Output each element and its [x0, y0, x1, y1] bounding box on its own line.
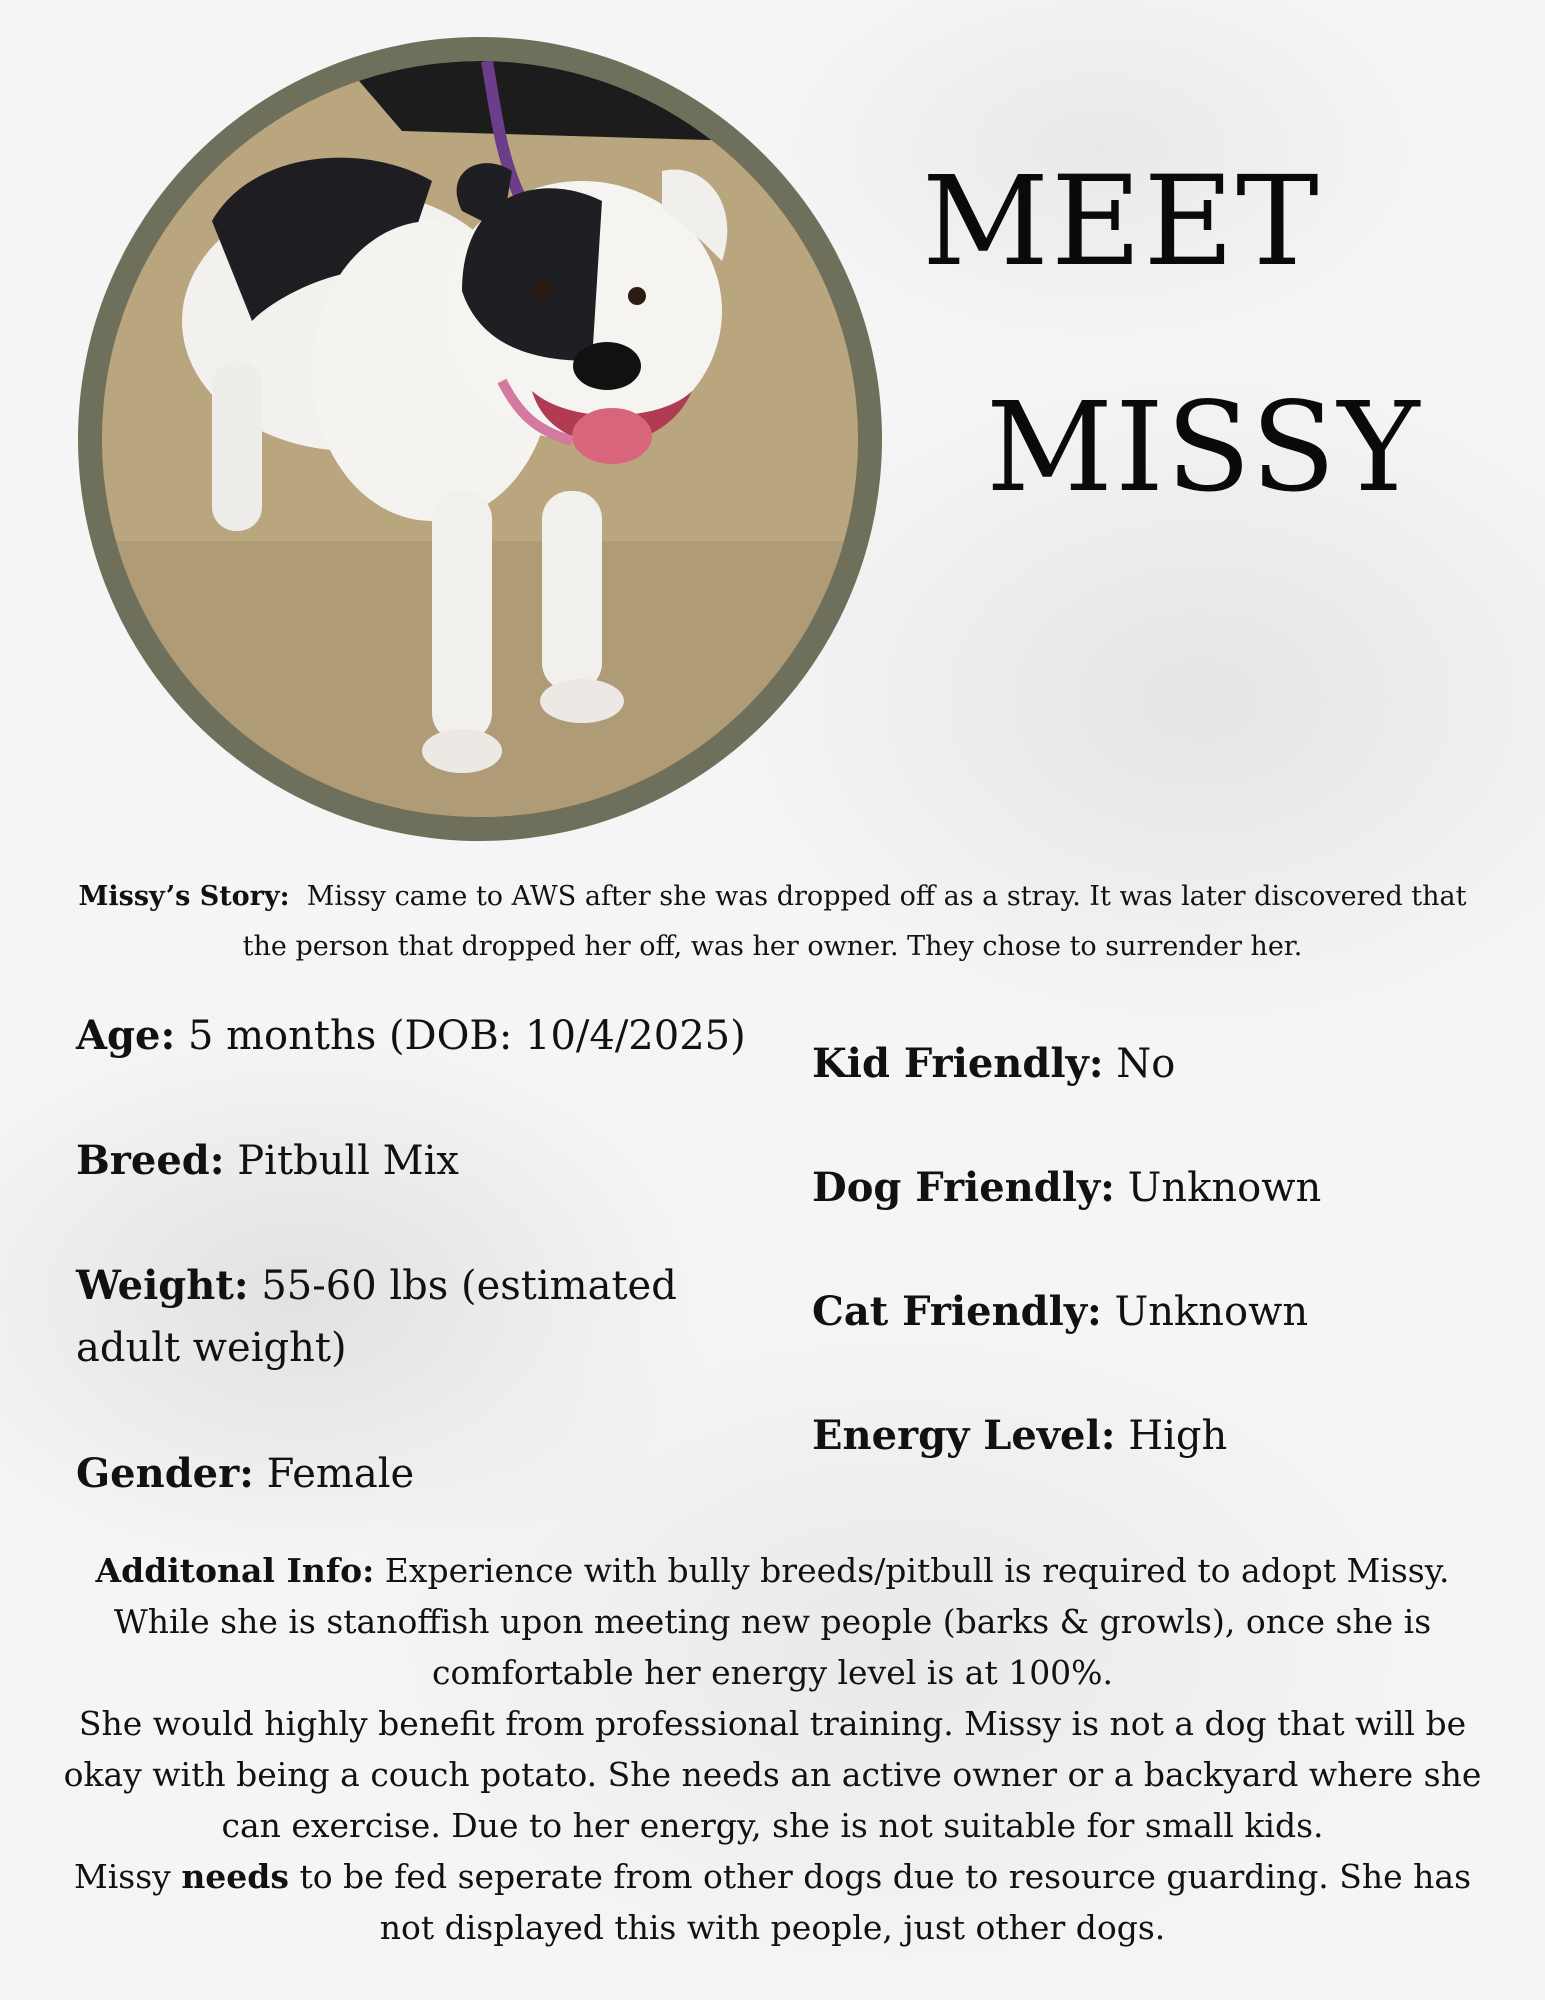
fact-cat-friendly: [812, 1281, 1308, 1343]
dog-photo-frame: [78, 37, 882, 841]
additional-info-label: Additonal Info:: [95, 1551, 375, 1590]
fact-dog-friendly: [812, 1157, 1321, 1219]
fact-age: [76, 1005, 746, 1067]
breed-value: Pitbull Mix: [237, 1138, 459, 1184]
breed-label: Breed:: [76, 1137, 225, 1184]
additional-info-text-3-post: to be fed seperate from other dogs due to resource guarding. She has not displayed this with people, just other dogs.: [299, 1857, 1472, 1947]
additional-info: [60, 1545, 1485, 1953]
kid-friendly-value: No: [1116, 1041, 1176, 1087]
fact-gender: [76, 1443, 414, 1505]
gender-label: Gender:: [76, 1450, 254, 1497]
story-text: Missy came to AWS after she was dropped off as a stray. It was later discovered that the person that dropped her off, was her owner. They chose to surrender her.: [242, 881, 1467, 962]
fact-weight: [76, 1255, 716, 1379]
dog-friendly-value: Unknown: [1127, 1165, 1322, 1211]
fact-breed: [76, 1130, 459, 1192]
dog-photo: [102, 61, 858, 817]
weight-label: Weight:: [76, 1262, 249, 1309]
cat-friendly-label: Cat Friendly:: [812, 1288, 1102, 1335]
additional-info-text-3-pre: Missy: [73, 1857, 171, 1896]
kid-friendly-label: Kid Friendly:: [812, 1040, 1104, 1087]
age-label: Age:: [76, 1012, 176, 1059]
additional-info-text-3-bold: needs: [181, 1857, 289, 1896]
fact-energy-level: [812, 1405, 1227, 1467]
additional-info-text-1: Experience with bully breeds/pitbull is required to adopt Missy. While she is stanoffish upon meeting new people (barks & growls), once she is comfortable her energy level is at 100%.: [113, 1551, 1450, 1692]
additional-info-para-3: [60, 1851, 1485, 1953]
energy-level-label: Energy Level:: [812, 1412, 1116, 1459]
weight-value: 55-60 lbs (estimated adult weight): [76, 1263, 677, 1371]
dog-friendly-label: Dog Friendly:: [812, 1164, 1115, 1211]
gender-value: Female: [266, 1451, 415, 1497]
story-label: Missy’s Story:: [78, 881, 290, 912]
energy-level-value: High: [1128, 1413, 1228, 1459]
additional-info-para-1: [60, 1545, 1485, 1698]
dog-illustration: [102, 61, 858, 817]
title-line-2: MISSY: [986, 376, 1422, 520]
fact-kid-friendly: [812, 1033, 1175, 1095]
age-value: 5 months (DOB: 10/4/2025): [187, 1013, 746, 1059]
title-line-1: MEET: [922, 150, 1321, 294]
cat-friendly-value: Unknown: [1114, 1289, 1309, 1335]
additional-info-para-2: She would highly benefit from professional training. Missy is not a dog that will be okay with being a couch potato. She needs an active owner or a backyard where she can exercise. Due to her energy, she is not suitable for small kids.: [63, 1704, 1482, 1845]
story-paragraph: [60, 872, 1485, 972]
